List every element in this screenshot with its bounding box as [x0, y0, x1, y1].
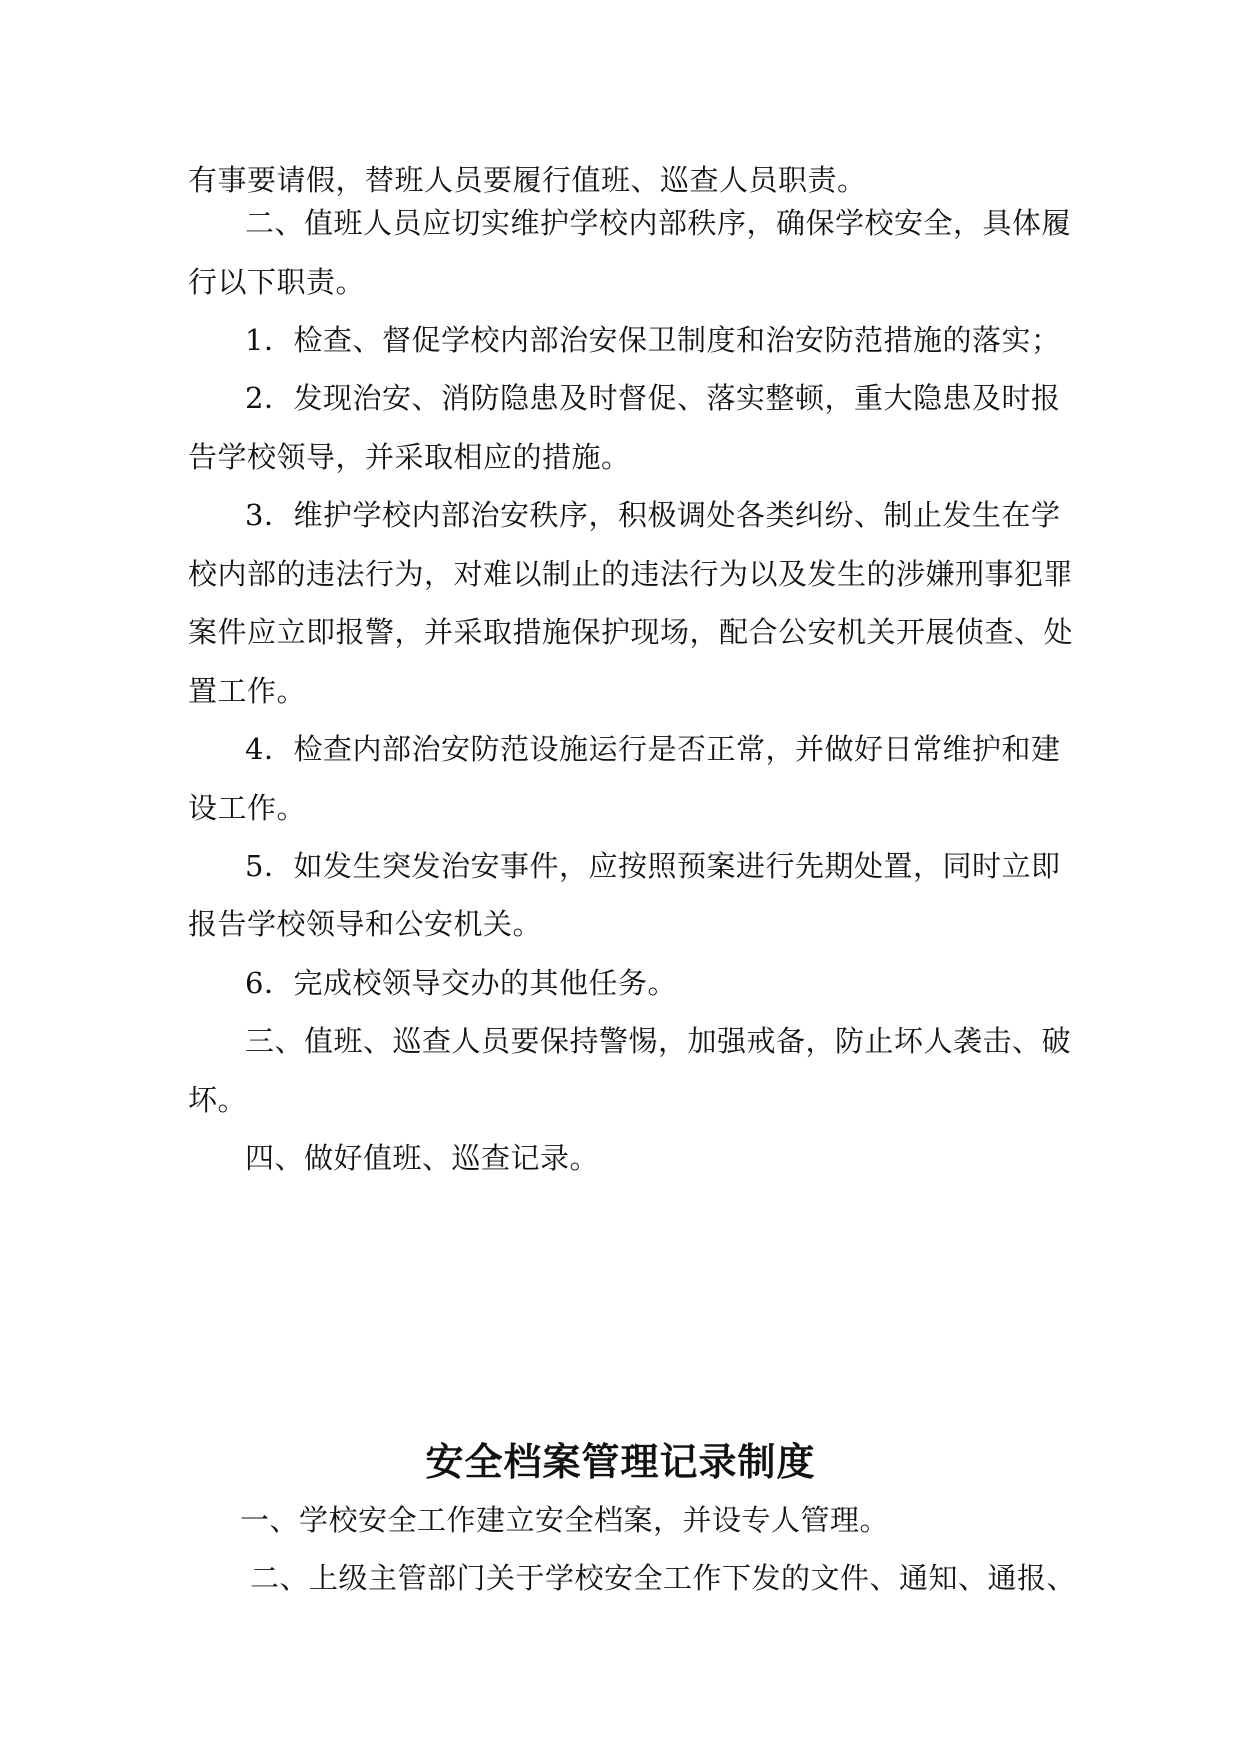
paragraph-line: 有事要请假，替班人员要履行值班、巡查人员职责。	[188, 163, 867, 197]
paragraph-line: 置工作。	[188, 674, 307, 708]
paragraph-line: 二、值班人员应切实维护学校内部秩序，确保学校安全，具体履	[245, 206, 1072, 240]
paragraph-line: 二、上级主管部门关于学校安全工作下发的文件、通知、通报、	[250, 1561, 1077, 1595]
paragraph-line: 校内部的违法行为，对难以制止的违法行为以及发生的涉嫌刑事犯罪	[188, 557, 1074, 591]
paragraph-line: 坏。	[188, 1083, 248, 1117]
paragraph-line: 2．发现治安、消防隐患及时督促、落实整顿，重大隐患及时报	[245, 381, 1061, 415]
paragraph-line: 告学校领导，并采取相应的措施。	[188, 440, 631, 474]
paragraph-line: 四、做好值班、巡查记录。	[245, 1141, 600, 1175]
paragraph-line: 设工作。	[188, 791, 307, 825]
paragraph-line: 报告学校领导和公安机关。	[188, 907, 543, 941]
paragraph-line: 案件应立即报警，并采取措施保护现场，配合公安机关开展侦查、处	[188, 615, 1074, 649]
paragraph-line: 1．检查、督促学校内部治安保卫制度和治安防范措施的落实；	[245, 323, 1061, 357]
paragraph-line: 5．如发生突发治安事件，应按照预案进行先期处置，同时立即	[245, 849, 1061, 883]
paragraph-line: 三、值班、巡查人员要保持警惕，加强戒备，防止坏人袭击、破	[245, 1024, 1072, 1058]
paragraph-line: 3．维护学校内部治安秩序，积极调处各类纠纷、制止发生在学	[245, 498, 1061, 532]
paragraph-line: 行以下职责。	[188, 265, 366, 299]
paragraph-line: 一、学校安全工作建立安全档案，并设专人管理。	[240, 1503, 890, 1537]
section-title: 安全档案管理记录制度	[425, 1439, 816, 1484]
paragraph-line: 6．完成校领导交办的其他任务。	[245, 966, 677, 1000]
paragraph-line: 4．检查内部治安防范设施运行是否正常，并做好日常维护和建	[245, 732, 1061, 766]
